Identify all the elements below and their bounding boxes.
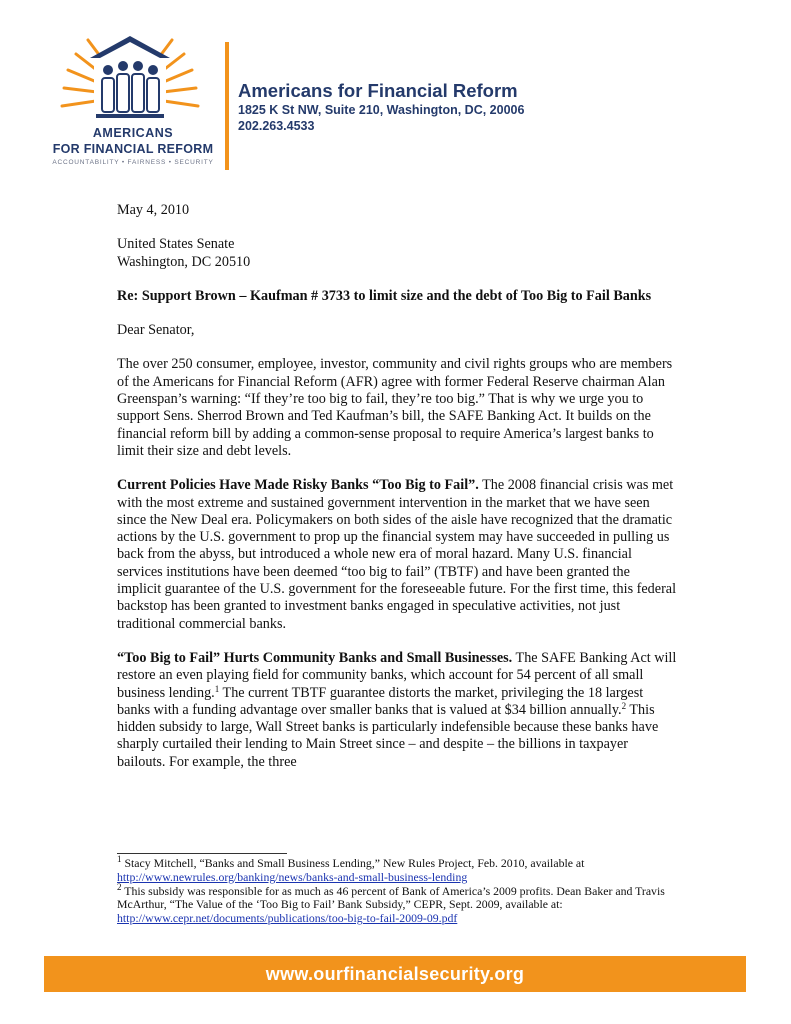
letter-body (117, 202, 677, 771)
header-divider (225, 42, 229, 170)
afr-logo (38, 30, 228, 175)
paragraph-text: The current TBTF guarantee distorts the market, privileging the 18 largest banks with a funding advantage over smaller banks that is valued at $34 billion annually. (117, 684, 644, 718)
footnote-number: 1 (117, 854, 122, 864)
footnote-number: 2 (117, 881, 122, 892)
recipient-line2: Washington, DC 20510 (117, 253, 251, 270)
people-under-roof-sunburst-icon (60, 30, 200, 124)
footnote-text: This subsidy was responsible for as much as 46 percent of Bank of America’s 2009 profits. Dean Baker and Travis McArthur, “The Value of the ‘Too Big to Fail’ Bank Subsidy,” CEPR, Sept. 2009, available at: (117, 883, 665, 912)
logo-wordmark-line2: FOR FINANCIAL REFORM (52, 142, 214, 156)
paragraph-heading: “Too Big to Fail” Hurts Community Banks and Small Businesses. (117, 649, 513, 666)
recipient-line1: United States Senate (117, 236, 235, 253)
footer-website-link[interactable]: www.ourfinancialsecurity.org (265, 964, 525, 984)
paragraph-community-banks (117, 650, 677, 771)
paragraph-text: The 2008 financial crisis was met with the most extreme and sustained government intervention in the market that we have seen since the New Deal era. Policymakers on both sides of the aisle have recognized that the dramatic actions by the U.S. government to prop up the financial system may have succeeded in pulling us back from the abyss, but introduced a whole new era of moral hazard. Many U.S. financial services institutions have been deemed “too big to fail” (TBTF) and have been granted the implicit guarantee of the U.S. government for the foreseeable future. For the first time, this federal backstop has been granted to investment banks engaged in speculative activities, not just traditional commercial banks. (117, 477, 677, 632)
footnote-text: Stacy Mitchell, “Banks and Small Business Lending,” New Rules Project, Feb. 2010, available at (121, 856, 585, 870)
salutation: Dear Senator, (117, 322, 195, 339)
footnote-ref-1[interactable]: 1 (214, 683, 220, 694)
footnote-ref-2[interactable]: 2 (621, 700, 627, 711)
footnotes (117, 854, 677, 926)
org-address: 1825 K St NW, Suite 210, Washington, DC, 20006 (238, 103, 525, 117)
paragraph-intro: The over 250 consumer, employee, investor, community and civil rights groups who are members of the Americans for Financial Reform (AFR) agree with former Federal Reserve chairman Alan Greenspan’s warning: “If they’re too big to fail, they’re too big.” That is why we urge you to support Sens. Sherrod Brown and Ted Kaufman’s bill, the SAFE Banking Act. It builds on the financial reform bill by adding a common-sense proposal to require America’s largest banks to limit their size and debt levels. (117, 356, 673, 459)
org-name: Americans for Financial Reform (238, 80, 518, 101)
subject-line: Re: Support Brown – Kaufman # 3733 to limit size and the debt of Too Big to Fail Banks (117, 287, 652, 304)
footnote-2 (117, 881, 677, 926)
footer-bar (44, 956, 746, 992)
footnote-1 (117, 854, 677, 885)
logo-tagline: ACCOUNTABILITY • FAIRNESS • SECURITY (52, 159, 214, 166)
footnote-divider (117, 853, 287, 854)
footnote-link[interactable]: http://www.cepr.net/documents/publications/too-big-to-fail-2009-09.pdf (117, 911, 458, 926)
paragraph-text: The SAFE Banking Act will restore an even playing field for community banks, which account for 54 percent of all small business lending. (117, 649, 677, 701)
footnote-link[interactable]: http://www.newrules.org/banking/news/banks-and-small-business-lending (117, 869, 468, 884)
letterhead (238, 80, 524, 134)
logo-wordmark-line1: AMERICANS (92, 126, 174, 140)
paragraph-heading: Current Policies Have Made Risky Banks “Too Big to Fail”. (117, 477, 479, 494)
letter-date: May 4, 2010 (117, 202, 190, 218)
org-phone: 202.263.4533 (238, 119, 315, 133)
paragraph-text: This hidden subsidy to large, Wall Street banks is particularly indefensible because these banks have sharply curtailed their lending to Main Street since – and despite – the billions in taxpayer bailouts. For example, the three (117, 701, 659, 770)
paragraph-risky-banks (117, 477, 677, 633)
